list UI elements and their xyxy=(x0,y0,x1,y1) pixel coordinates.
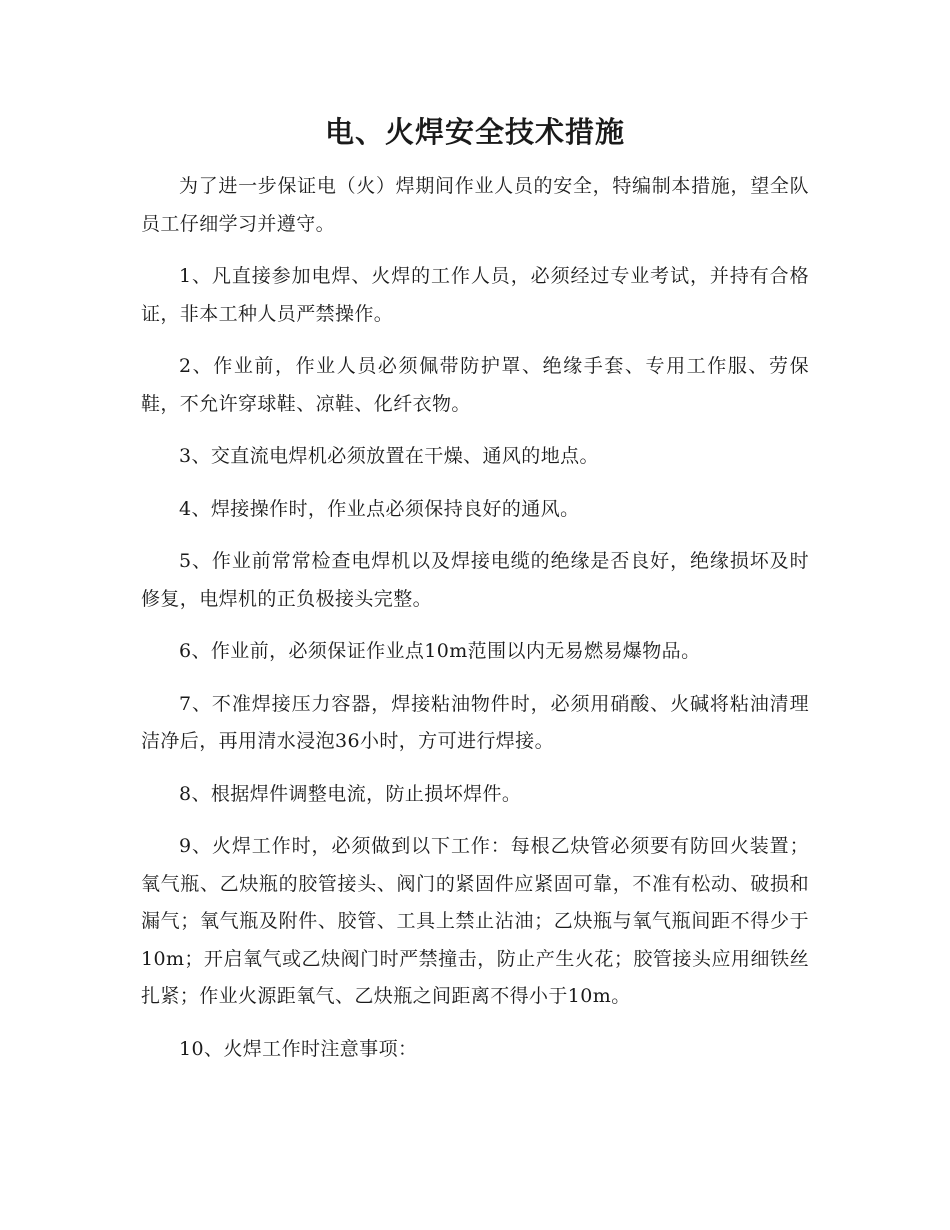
measure-item-3: 3、交直流电焊机必须放置在干燥、通风的地点。 xyxy=(179,445,599,467)
measure-item-9: 9、火焊工作时，必须做到以下工作：每根乙炔管必须要有防回火装置；氧气瓶、乙炔瓶的胶管接头、阀门的紧固件应紧固可靠，不准有松动、破损和漏气；氧气瓶及附件、胶管、工具上禁止沾油；乙炔瓶与氧气瓶间距不得少于10m；开启氧气或乙炔阀门时严禁撞击，防止产生火花；胶管接头应用细铁丝扎紧；作业火源距氧气、乙炔瓶之间距离不得小于10m。 xyxy=(141,835,809,1007)
measure-item-5: 5、作业前常常检查电焊机以及焊接电缆的绝缘是否良好，绝缘损坏及时修复，电焊机的正负极接头完整。 xyxy=(141,550,809,610)
measure-item-10: 10、火焊工作时注意事项： xyxy=(179,1037,418,1060)
document-page xyxy=(141,108,809,1083)
measure-item-7: 7、不准焊接压力容器，焊接粘油物件时，必须用硝酸、火碱将粘油清理洁净后，再用清水浸泡36小时，方可进行焊接。 xyxy=(141,692,809,752)
measure-item-4: 4、焊接操作时，作业点必须保持良好的通风。 xyxy=(179,497,580,520)
document-title: 电、火焊安全技术措施 xyxy=(324,115,625,149)
measure-item-1: 1、凡直接参加电焊、火焊的工作人员，必须经过专业考试，并持有合格证，非本工种人员严禁操作。 xyxy=(141,265,809,325)
measure-item-6: 6、作业前，必须保证作业点10m范围以内无易燃易爆物品。 xyxy=(179,640,701,662)
measure-item-2: 2、作业前，作业人员必须佩带防护罩、绝缘手套、专用工作服、劳保鞋，不允许穿球鞋、凉鞋、化纤衣物。 xyxy=(141,355,809,415)
measure-item-8: 8、根据焊件调整电流，防止损坏焊件。 xyxy=(179,782,522,805)
intro-paragraph: 为了进一步保证电（火）焊期间作业人员的安全，特编制本措施，望全队员工仔细学习并遵守。 xyxy=(141,175,809,235)
